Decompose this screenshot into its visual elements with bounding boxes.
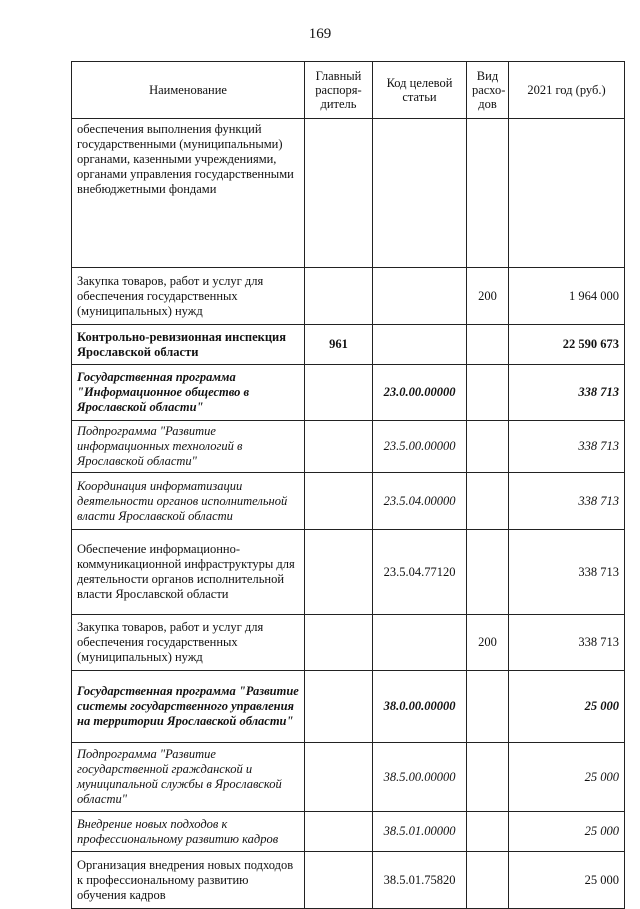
column-header-amount: 2021 год (руб.) (509, 62, 625, 119)
row-name: Внедрение новых подходов к профессиональному развитию кадров (72, 812, 305, 852)
row-name: Подпрограмма "Развитие государственной гражданской и муниципальной службы в Ярославской области" (72, 743, 305, 812)
row-owner (305, 530, 373, 615)
row-name: Государственная программа "Развитие системы государственного управления на территории Ярославской области" (72, 671, 305, 743)
column-header-owner: Главный распоря-дитель (305, 62, 373, 119)
row-code (373, 615, 467, 671)
row-amount: 25 000 (509, 812, 625, 852)
row-name: Закупка товаров, работ и услуг для обеспечения государственных (муниципальных) нужд (72, 615, 305, 671)
row-amount: 25 000 (509, 852, 625, 909)
row-amount: 338 713 (509, 365, 625, 421)
row-owner: 961 (305, 325, 373, 365)
column-header-type: Вид расхо-дов (467, 62, 509, 119)
row-code: 38.5.00.00000 (373, 743, 467, 812)
table-row (72, 421, 625, 473)
row-code: 23.5.04.77120 (373, 530, 467, 615)
row-type (467, 365, 509, 421)
table-row (72, 530, 625, 615)
row-amount: 338 713 (509, 421, 625, 473)
row-owner (305, 268, 373, 325)
row-name: обеспечения выполнения функций государственными (муниципальными) органами, казенными учреждениями, органами управления государственными внебюджетными фондами (72, 119, 305, 268)
row-code: 38.0.00.00000 (373, 671, 467, 743)
row-owner (305, 421, 373, 473)
row-name: Координация информатизации деятельности органов исполнительной власти Ярославской области (72, 473, 305, 530)
table-row (72, 812, 625, 852)
table-row (72, 671, 625, 743)
row-code: 38.5.01.75820 (373, 852, 467, 909)
row-amount: 338 713 (509, 473, 625, 530)
row-name: Подпрограмма "Развитие информационных технологий в Ярославской области" (72, 421, 305, 473)
table-row (72, 365, 625, 421)
row-type (467, 852, 509, 909)
column-header-code: Код целевой статьи (373, 62, 467, 119)
row-type (467, 473, 509, 530)
row-owner (305, 119, 373, 268)
row-type (467, 421, 509, 473)
row-owner (305, 671, 373, 743)
row-name: Обеспечение информационно-коммуникационной инфраструктуры для деятельности органов исполнительной власти Ярославской области (72, 530, 305, 615)
budget-table (71, 61, 625, 909)
row-owner (305, 615, 373, 671)
row-amount: 25 000 (509, 671, 625, 743)
row-owner (305, 852, 373, 909)
row-type (467, 119, 509, 268)
row-type (467, 743, 509, 812)
table-row (72, 473, 625, 530)
row-type (467, 325, 509, 365)
table-row (72, 119, 625, 268)
row-code: 38.5.01.00000 (373, 812, 467, 852)
row-name: Организация внедрения новых подходов к профессиональному развитию обучения кадров (72, 852, 305, 909)
row-owner (305, 743, 373, 812)
row-type (467, 671, 509, 743)
row-amount: 1 964 000 (509, 268, 625, 325)
row-amount: 25 000 (509, 743, 625, 812)
row-amount: 338 713 (509, 615, 625, 671)
table-row (72, 325, 625, 365)
page-number: 169 (308, 26, 332, 42)
row-name: Государственная программа "Информационное общество в Ярославской области" (72, 365, 305, 421)
row-code (373, 268, 467, 325)
row-code (373, 325, 467, 365)
row-type: 200 (467, 615, 509, 671)
row-amount (509, 119, 625, 268)
row-code: 23.5.00.00000 (373, 421, 467, 473)
row-name: Контрольно-ревизионная инспекция Ярославской области (72, 325, 305, 365)
column-header-name: Наименование (72, 62, 305, 119)
row-owner (305, 365, 373, 421)
row-code (373, 119, 467, 268)
row-owner (305, 473, 373, 530)
table-header-row (72, 62, 625, 119)
row-code: 23.5.04.00000 (373, 473, 467, 530)
row-owner (305, 812, 373, 852)
row-type (467, 530, 509, 615)
row-code: 23.0.00.00000 (373, 365, 467, 421)
row-amount: 22 590 673 (509, 325, 625, 365)
table-row (72, 852, 625, 909)
row-type: 200 (467, 268, 509, 325)
row-amount: 338 713 (509, 530, 625, 615)
table-row (72, 743, 625, 812)
table-row (72, 268, 625, 325)
row-name: Закупка товаров, работ и услуг для обеспечения государственных (муниципальных) нужд (72, 268, 305, 325)
table-row (72, 615, 625, 671)
row-type (467, 812, 509, 852)
